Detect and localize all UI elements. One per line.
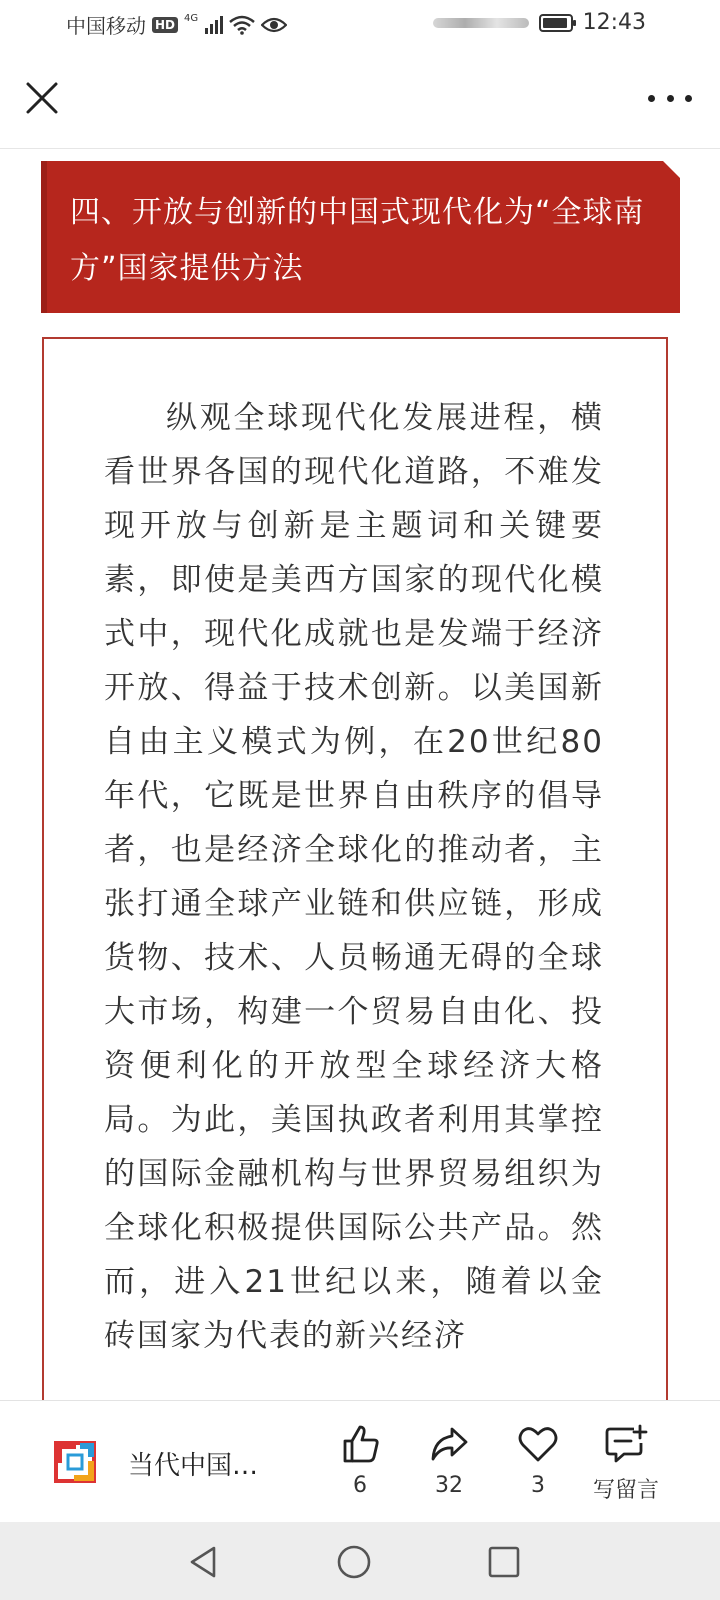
favorite-button[interactable]	[498, 1423, 578, 1498]
banner-fold	[663, 161, 681, 179]
close-icon[interactable]	[24, 80, 60, 116]
share-button[interactable]	[409, 1423, 489, 1498]
clock: 12:43	[582, 10, 646, 35]
blurred-status-icon	[433, 18, 529, 28]
share-count: 32	[435, 1473, 463, 1498]
article-paragraph: 纵观全球现代化发展进程，横看世界各国的现代化道路，不难发现开放与创新是主题词和关键要素，即使是美西方国家的现代化模式中，现代化成就也是发端于经济开放、得益于技术创新。以美国新自由主义模式为例，在20世纪80年代，它既是世界自由秩序的倡导者，也是经济全球化的推动者，主张打通全球产业链和供应链，形成货物、技术、人员畅通无碍的全球大市场，构建一个贸易自由化、投资便利化的开放型全球经济大格局。为此，美国执政者利用其掌控的国际金融机构与世界贸易组织为全球化积极提供国际公共产品。然而，进入21世纪以来，随着以金砖国家为代表的新兴经济	[104, 400, 604, 1354]
top-nav	[0, 48, 720, 149]
share-arrow-icon	[428, 1423, 470, 1465]
signal-icon	[205, 16, 223, 34]
system-navigation-bar	[0, 1522, 720, 1600]
thumbs-up-icon	[339, 1423, 381, 1465]
hd-badge: HD	[152, 17, 178, 33]
like-count: 6	[353, 1473, 367, 1498]
section-banner	[42, 161, 680, 313]
article-content	[0, 149, 720, 1400]
recent-apps-square-icon[interactable]	[484, 1542, 524, 1582]
comment-add-icon	[604, 1423, 648, 1465]
write-comment-label: 写留言	[592, 1478, 659, 1503]
write-comment-button[interactable]	[586, 1423, 666, 1504]
eye-icon	[261, 16, 287, 34]
favorite-count: 3	[531, 1473, 545, 1498]
network-type: 4G	[184, 12, 199, 24]
battery-icon	[539, 14, 573, 32]
article-text-box	[42, 337, 668, 1400]
status-bar	[0, 0, 720, 48]
bottom-action-bar	[0, 1400, 720, 1523]
more-horizontal-icon[interactable]	[648, 86, 692, 110]
home-circle-icon[interactable]	[334, 1542, 374, 1582]
status-right	[433, 10, 646, 35]
account-logo-icon[interactable]	[54, 1441, 96, 1483]
wifi-icon	[229, 15, 255, 35]
heart-icon	[517, 1423, 559, 1465]
carrier-name: 中国移动	[66, 14, 146, 38]
back-triangle-icon[interactable]	[184, 1542, 224, 1582]
banner-edge	[41, 161, 47, 313]
status-left	[66, 10, 287, 39]
account-name[interactable]: 当代中国…	[128, 1451, 259, 1481]
section-title: 四、开放与创新的中国式现代化为“全球南方”国家提供方法	[70, 195, 645, 286]
like-button[interactable]	[320, 1423, 400, 1498]
